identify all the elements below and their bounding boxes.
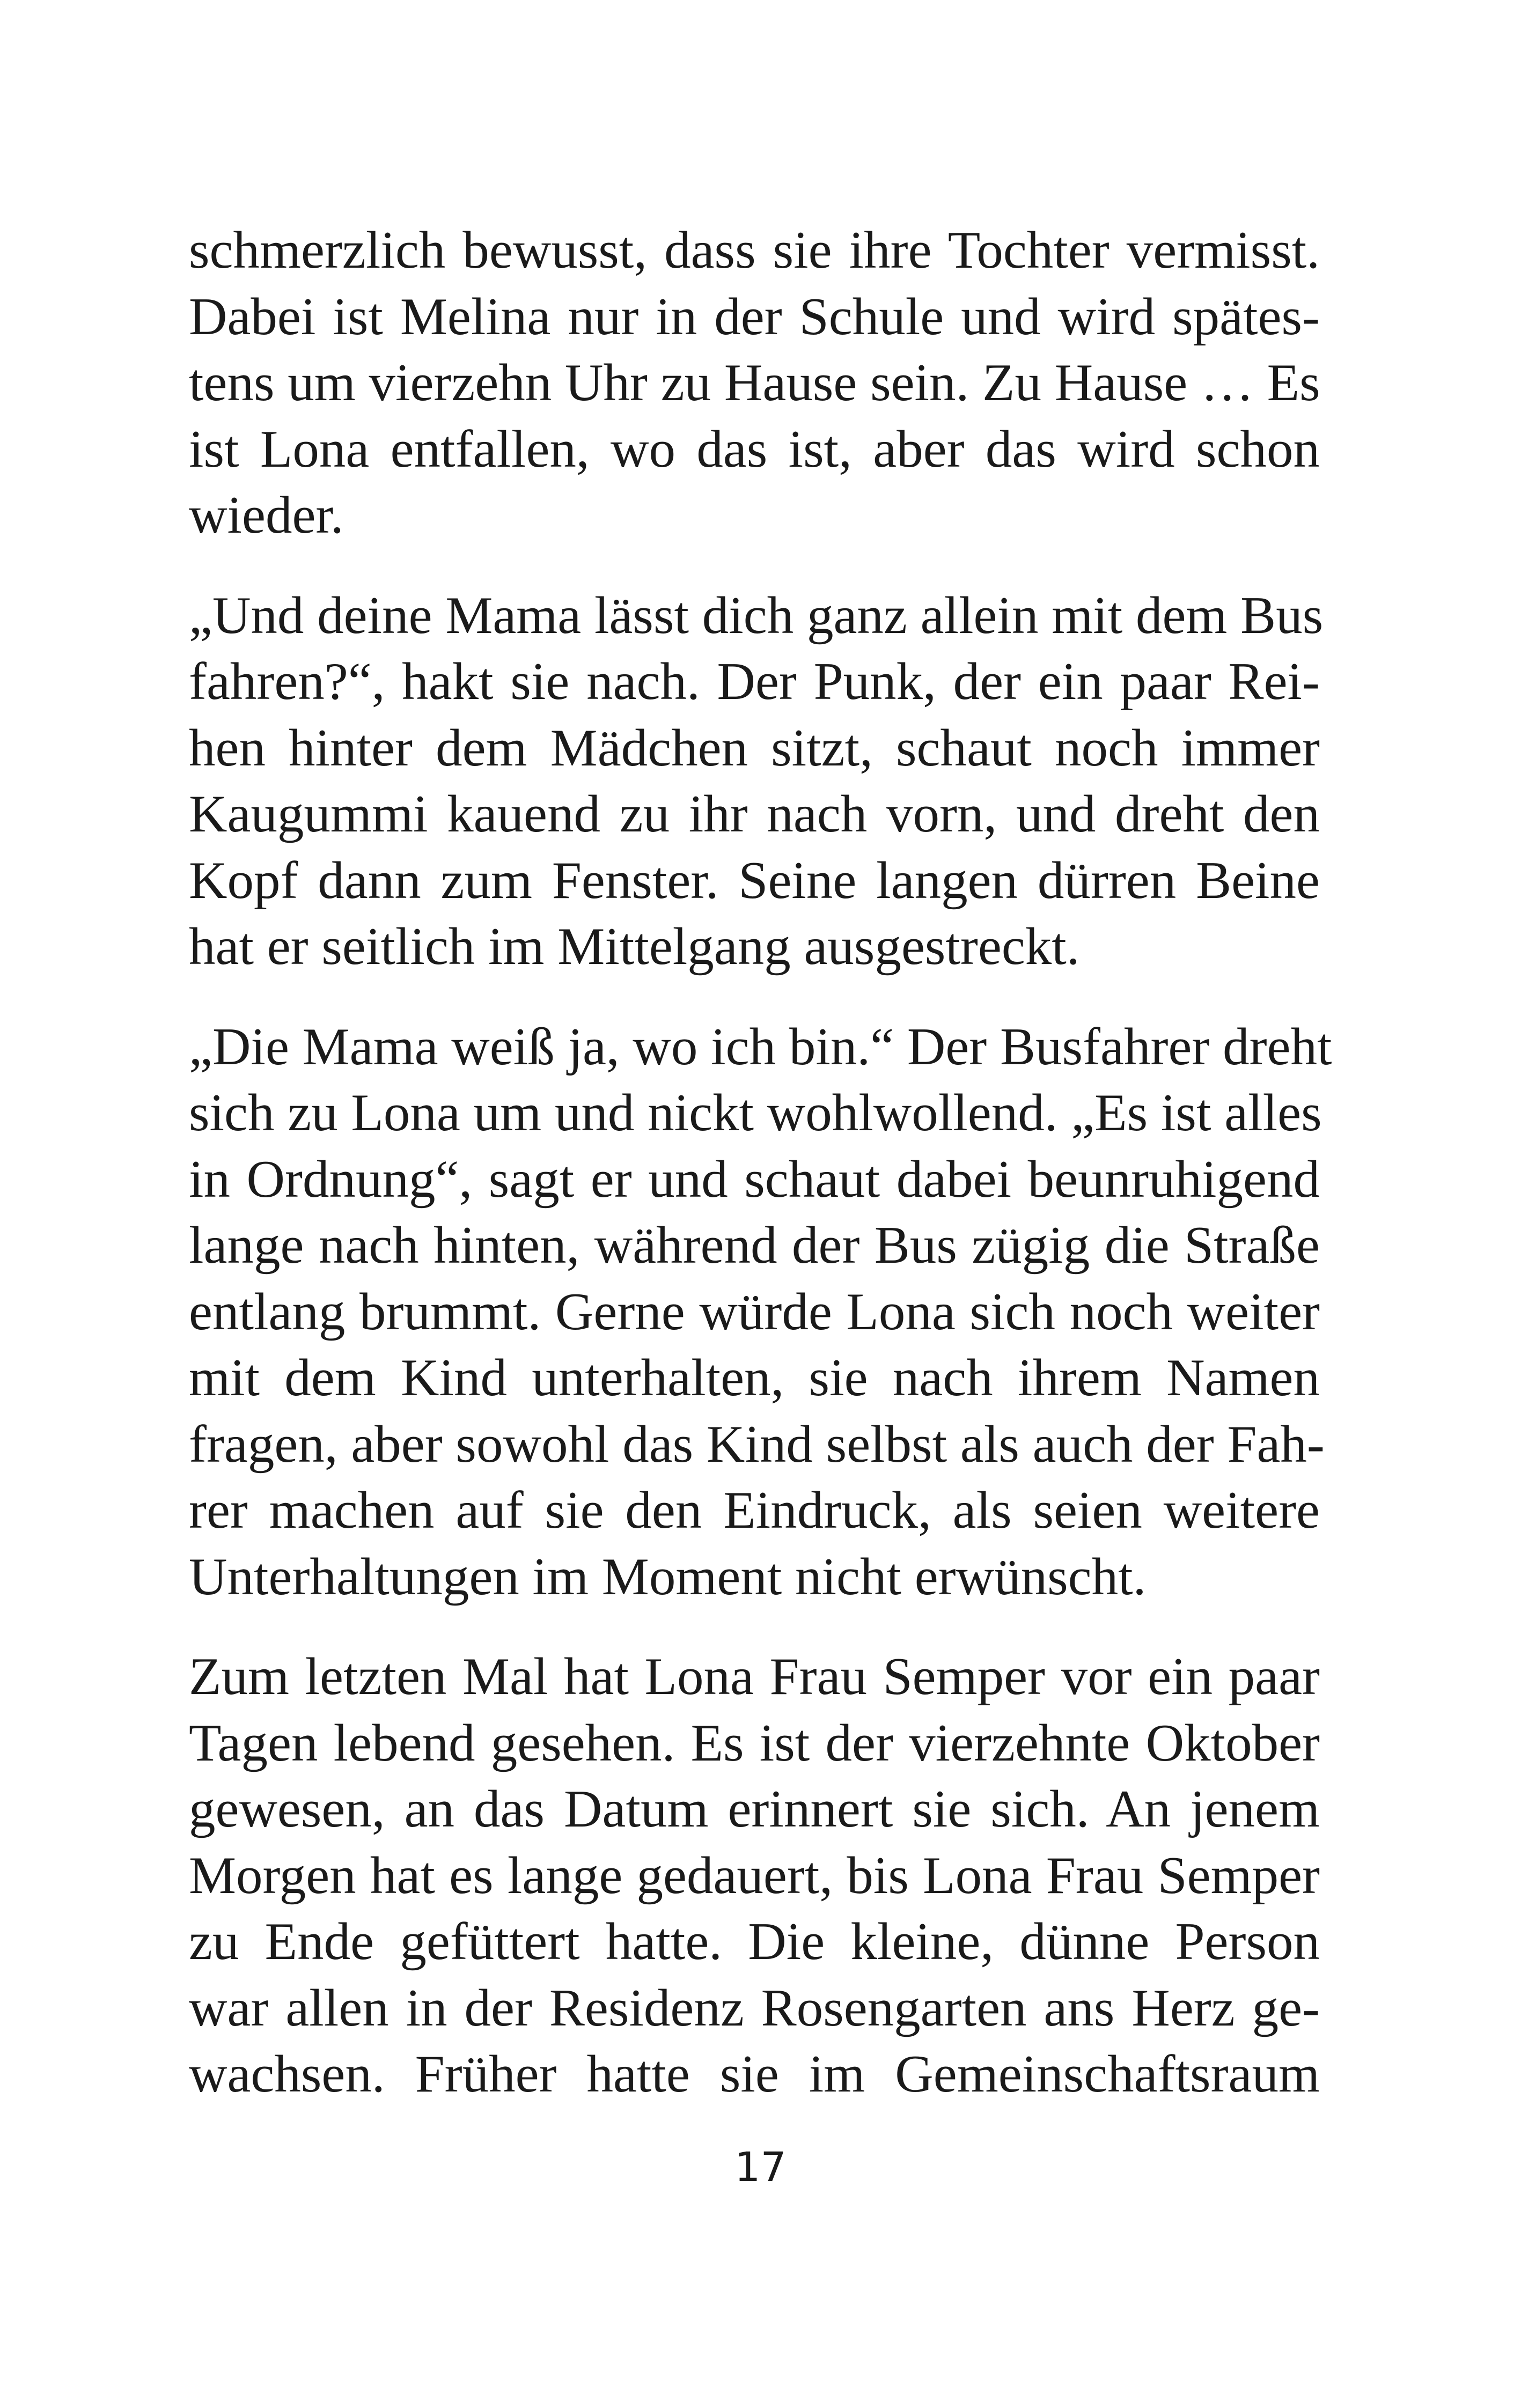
text-line: Dabei ist Melina nur in der Schule und wird spätes- xyxy=(189,287,1320,346)
text-line: entlang brummt. Gerne würde Lona sich noch weiter xyxy=(189,1282,1320,1341)
text-line: mit dem Kind unterhalten, sie nach ihrem Namen xyxy=(189,1349,1320,1407)
paragraph-gap xyxy=(189,1610,1320,1644)
paragraph-1 xyxy=(189,217,1320,549)
paragraph-4 xyxy=(189,1644,1320,2108)
text-line: Tagen lebend gesehen. Es ist der vierzehnte Oktober xyxy=(189,1713,1320,1772)
text-line: lange nach hinten, während der Bus zügig die Straße xyxy=(189,1216,1320,1275)
paragraph-gap xyxy=(189,549,1320,583)
text-line: Zum letzten Mal hat Lona Frau Semper vor ein paar xyxy=(189,1647,1320,1706)
text-line: ist Lona entfallen, wo das ist, aber das wird schon xyxy=(189,419,1320,478)
text-line: fahren?“, hakt sie nach. Der Punk, der ein paar Rei- xyxy=(189,652,1320,711)
text-line: wachsen. Früher hatte sie im Gemeinschaftsraum xyxy=(189,2045,1320,2103)
text-line: war allen in der Residenz Rosengarten ans Herz ge- xyxy=(189,1978,1320,2037)
text-line: rer machen auf sie den Eindruck, als seien weitere xyxy=(189,1481,1320,1540)
text-line: Unterhaltungen im Moment nicht erwünscht. xyxy=(189,1547,1147,1606)
paragraph-2 xyxy=(189,583,1324,980)
text-line: „Und deine Mama lässt dich ganz allein mit dem Bus xyxy=(189,586,1324,645)
text-line: hen hinter dem Mädchen sitzt, schaut noch immer xyxy=(189,718,1320,777)
body-text xyxy=(189,217,1332,2108)
paragraph-gap xyxy=(189,980,1320,1014)
text-line: fragen, aber sowohl das Kind selbst als auch der Fah- xyxy=(189,1415,1325,1474)
text-line: Morgen hat es lange gedauert, bis Lona Frau Semper xyxy=(189,1846,1320,1905)
text-line: gewesen, an das Datum erinnert sie sich. An jenem xyxy=(189,1780,1320,1838)
paragraph-3 xyxy=(189,1014,1332,1610)
text-line: hat er seitlich im Mittelgang ausgestreckt. xyxy=(189,917,1080,976)
text-line: tens um vierzehn Uhr zu Hause sein. Zu Hause … Es xyxy=(189,354,1320,412)
text-line: sich zu Lona um und nickt wohlwollend. „Es ist alles xyxy=(189,1084,1322,1142)
text-line: Kaugummi kauend zu ihr nach vorn, und dreht den xyxy=(189,785,1320,843)
text-line: schmerzlich bewusst, dass sie ihre Tochter vermisst. xyxy=(189,221,1320,279)
page-number: 17 xyxy=(734,2143,787,2191)
text-line: wieder. xyxy=(189,486,344,544)
text-line: Kopf dann zum Fenster. Seine langen dürren Beine xyxy=(189,851,1320,910)
text-line: in Ordnung“, sagt er und schaut dabei beunruhigend xyxy=(189,1150,1320,1209)
text-line: „Die Mama weiß ja, wo ich bin.“ Der Busfahrer dreht xyxy=(189,1017,1332,1076)
text-line: zu Ende gefüttert hatte. Die kleine, dünne Person xyxy=(189,1912,1320,1971)
